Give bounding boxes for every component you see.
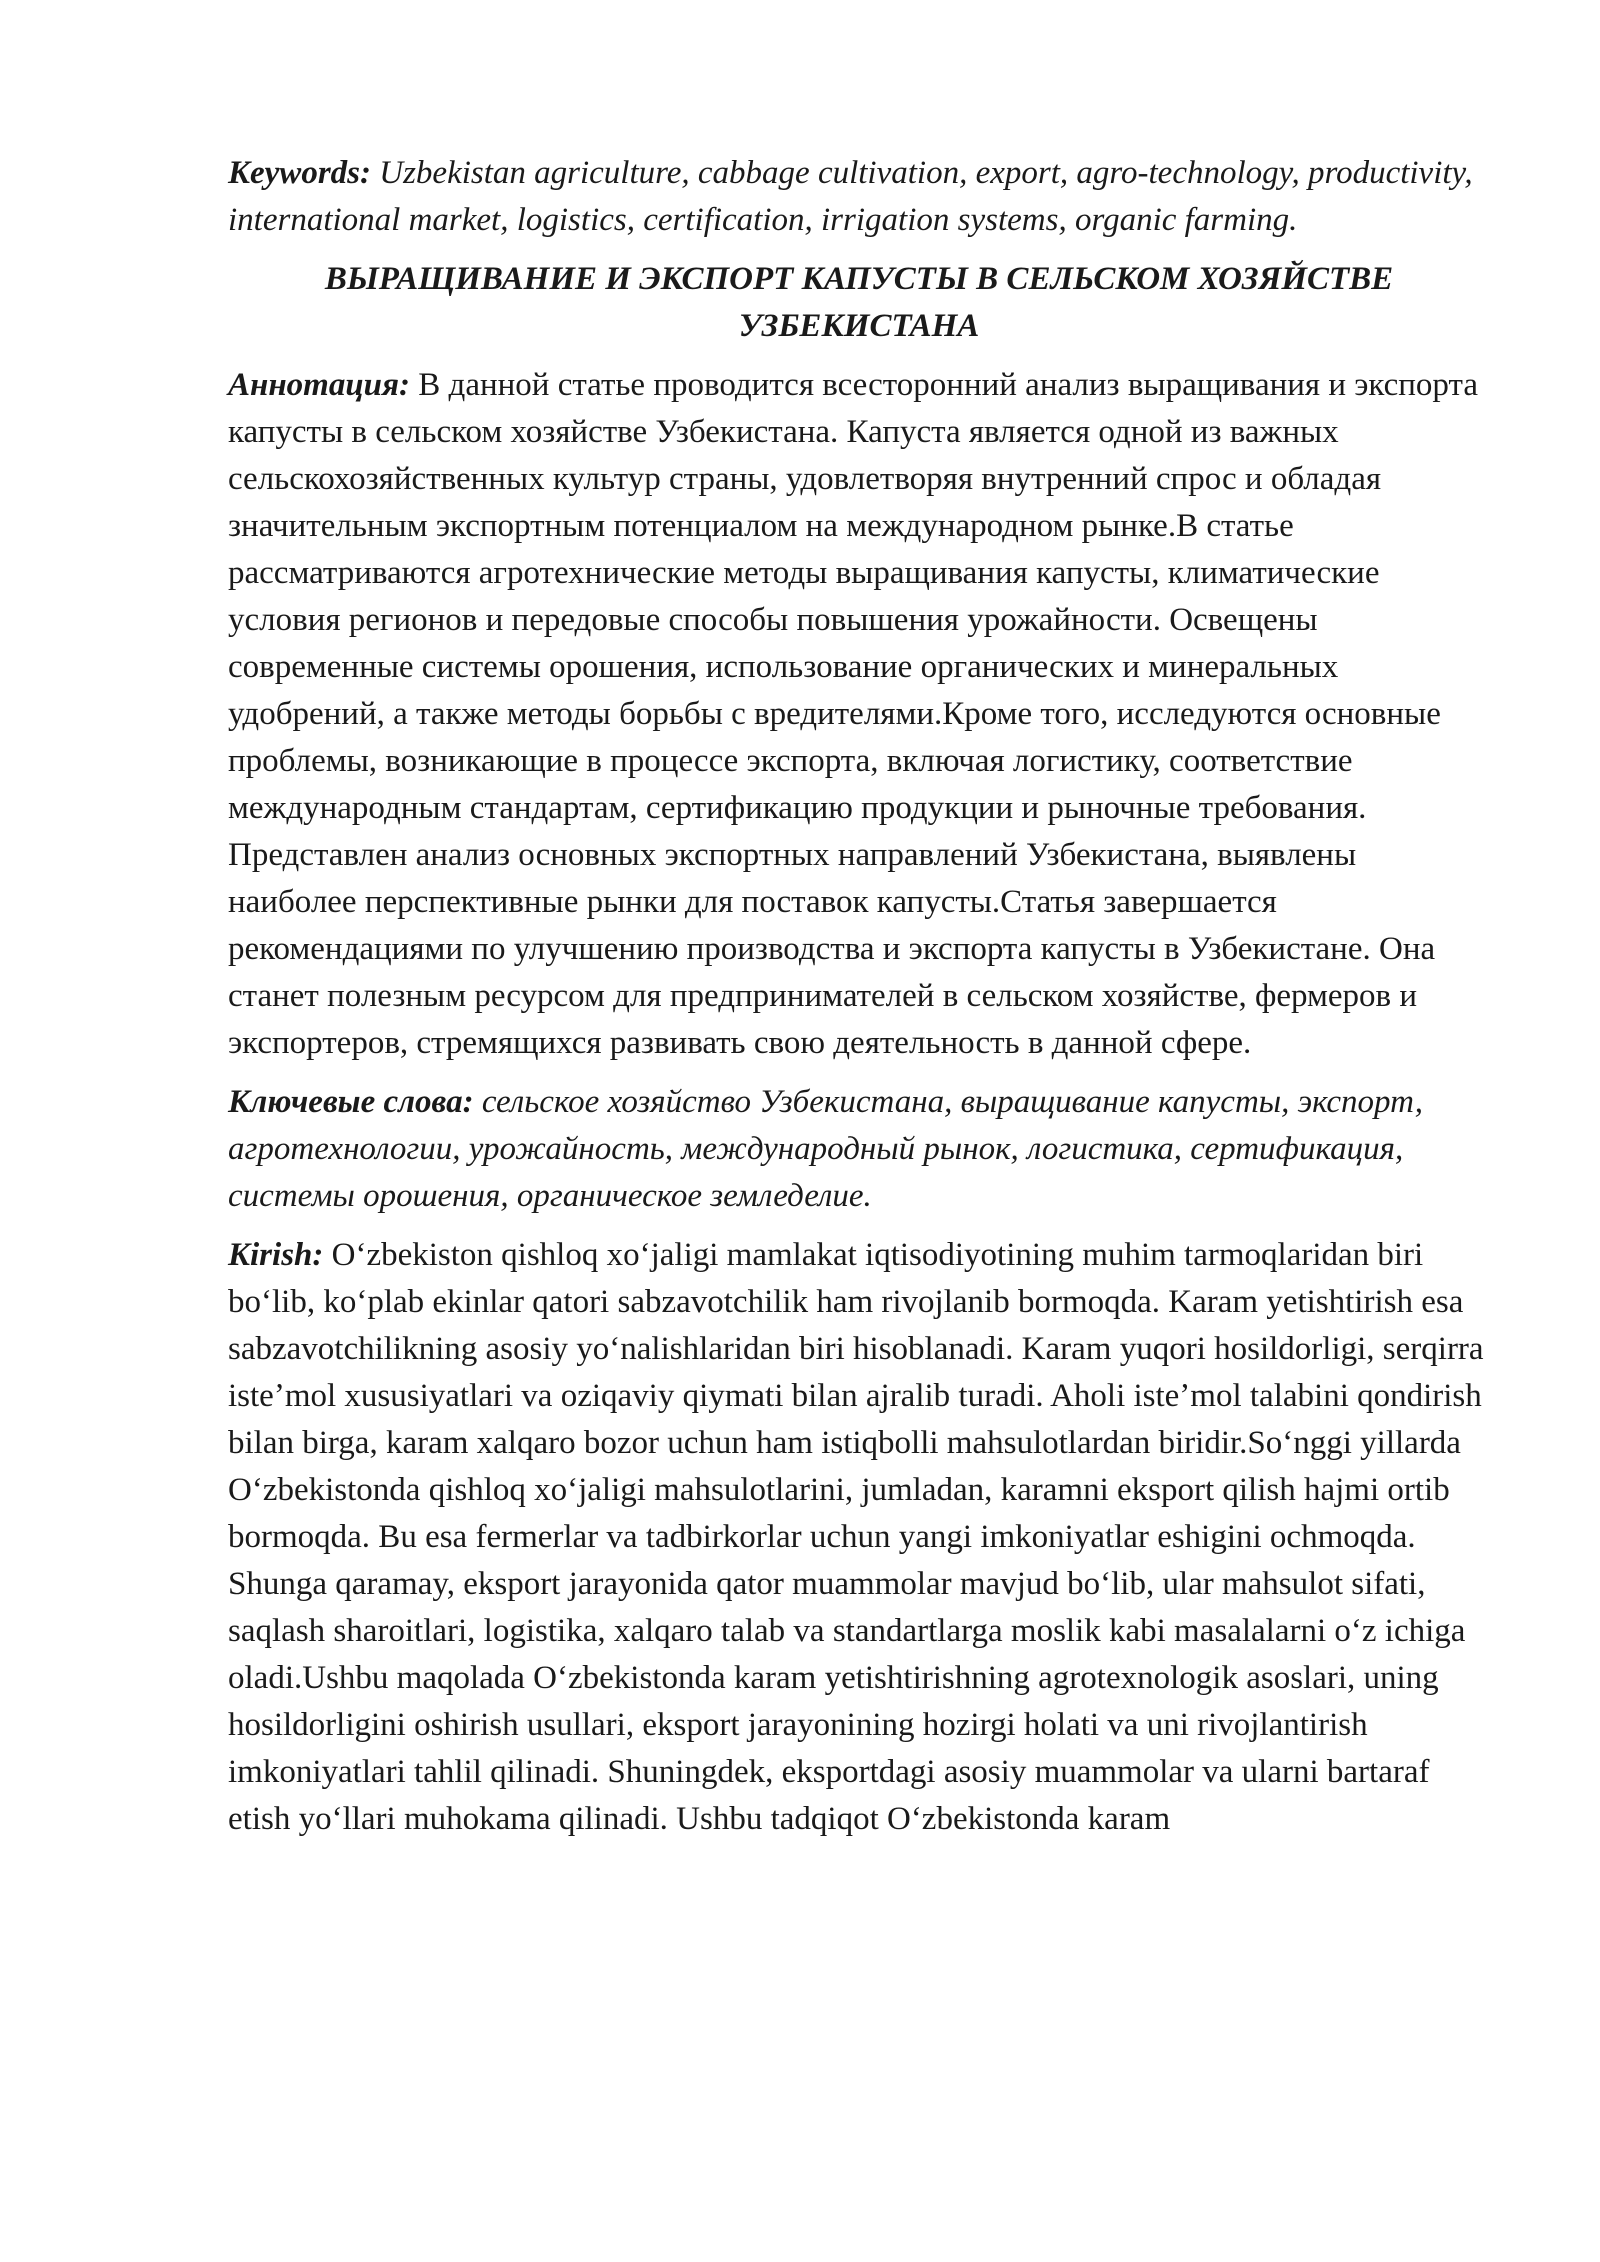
document-page (228, 150, 1490, 1855)
keywords-en-paragraph (228, 150, 1490, 244)
keywords-en-label: Keywords: (228, 155, 371, 191)
keywords-ru-text: сельское хозяйство Узбекистана, выращивание капусты, экспорт, агротехнологии, урожайность, международный рынок, логистика, сертификация, системы орошения, органическое земледелие. (228, 1084, 1423, 1214)
annotation-ru-paragraph (228, 362, 1490, 1067)
keywords-ru-paragraph (228, 1079, 1490, 1220)
keywords-en-text: Uzbekistan agriculture, cabbage cultivation, export, agro-technology, productivity, international market, logistics, certification, irrigation systems, organic farming. (228, 155, 1473, 238)
intro-uz-text: Oʻzbekiston qishloq xoʻjaligi mamlakat iqtisodiyotining muhim tarmoqlaridan biri boʻlib, koʻplab ekinlar qatori sabzavotchilik ham rivojlanib bormoqda. Karam yetishtirish esa sabzavotchilikning asosiy yoʻnalishlaridan biri hisoblanadi. Karam yuqori hosildorligi, serqirra isteʼmol xususiyatlari va oziqaviy qiymati bilan ajralib turadi. Aholi isteʼmol talabini qondirish bilan birga, karam xalqaro bozor uchun ham istiqbolli mahsulotlardan biridir.Soʻnggi yillarda Oʻzbekistonda qishloq xoʻjaligi mahsulotlarini, jumladan, karamni eksport qilish hajmi ortib bormoqda. Bu esa fermerlar va tadbirkorlar uchun yangi imkoniyatlar eshigini ochmoqda. Shunga qaramay, eksport jarayonida qator muammolar mavjud boʻlib, ular mahsulot sifati, saqlash sharoitlari, logistika, xalqaro talab va standartlarga moslik kabi masalalarni oʻz ichiga oladi.Ushbu maqolada Oʻzbekistonda karam yetishtirishning agrotexnologik asoslari, uning hosildorligini oshirish usullari, eksport jarayonining hozirgi holati va uni rivojlantirish imkoniyatlari tahlil qilinadi. Shuningdek, eksportdagi asosiy muammolar va ularni bartaraf etish yoʻllari muhokama qilinadi. Ushbu tadqiqot Oʻzbekistonda karam (228, 1237, 1484, 1837)
annotation-ru-text: В данной статье проводится всесторонний анализ выращивания и экспорта капусты в сельском хозяйстве Узбекистана. Капуста является одной из важных сельскохозяйственных культур страны, удовлетворяя внутренний спрос и обладая значительным экспортным потенциалом на международном рынке.В статье рассматриваются агротехнические методы выращивания капусты, климатические условия регионов и передовые способы повышения урожайности. Освещены современные системы орошения, использование органических и минеральных удобрений, а также методы борьбы с вредителями.Кроме того, исследуются основные проблемы, возникающие в процессе экспорта, включая логистику, соответствие международным стандартам, сертификацию продукции и рыночные требования. Представлен анализ основных экспортных направлений Узбекистана, выявлены наиболее перспективные рынки для поставок капусты.Статья завершается рекомендациями по улучшению производства и экспорта капусты в Узбекистане. Она станет полезным ресурсом для предпринимателей в сельском хозяйстве, фермеров и экспортеров, стремящихся развивать свою деятельность в данной сфере. (228, 367, 1478, 1061)
intro-uz-paragraph (228, 1232, 1490, 1843)
keywords-ru-label: Ключевые слова: (228, 1084, 474, 1120)
intro-uz-label: Kirish: (228, 1237, 324, 1273)
annotation-ru-label: Аннотация: (228, 367, 411, 403)
article-title-ru: ВЫРАЩИВАНИЕ И ЭКСПОРТ КАПУСТЫ В СЕЛЬСКОМ ХОЗЯЙСТВЕ УЗБЕКИСТАНА (324, 261, 1394, 344)
